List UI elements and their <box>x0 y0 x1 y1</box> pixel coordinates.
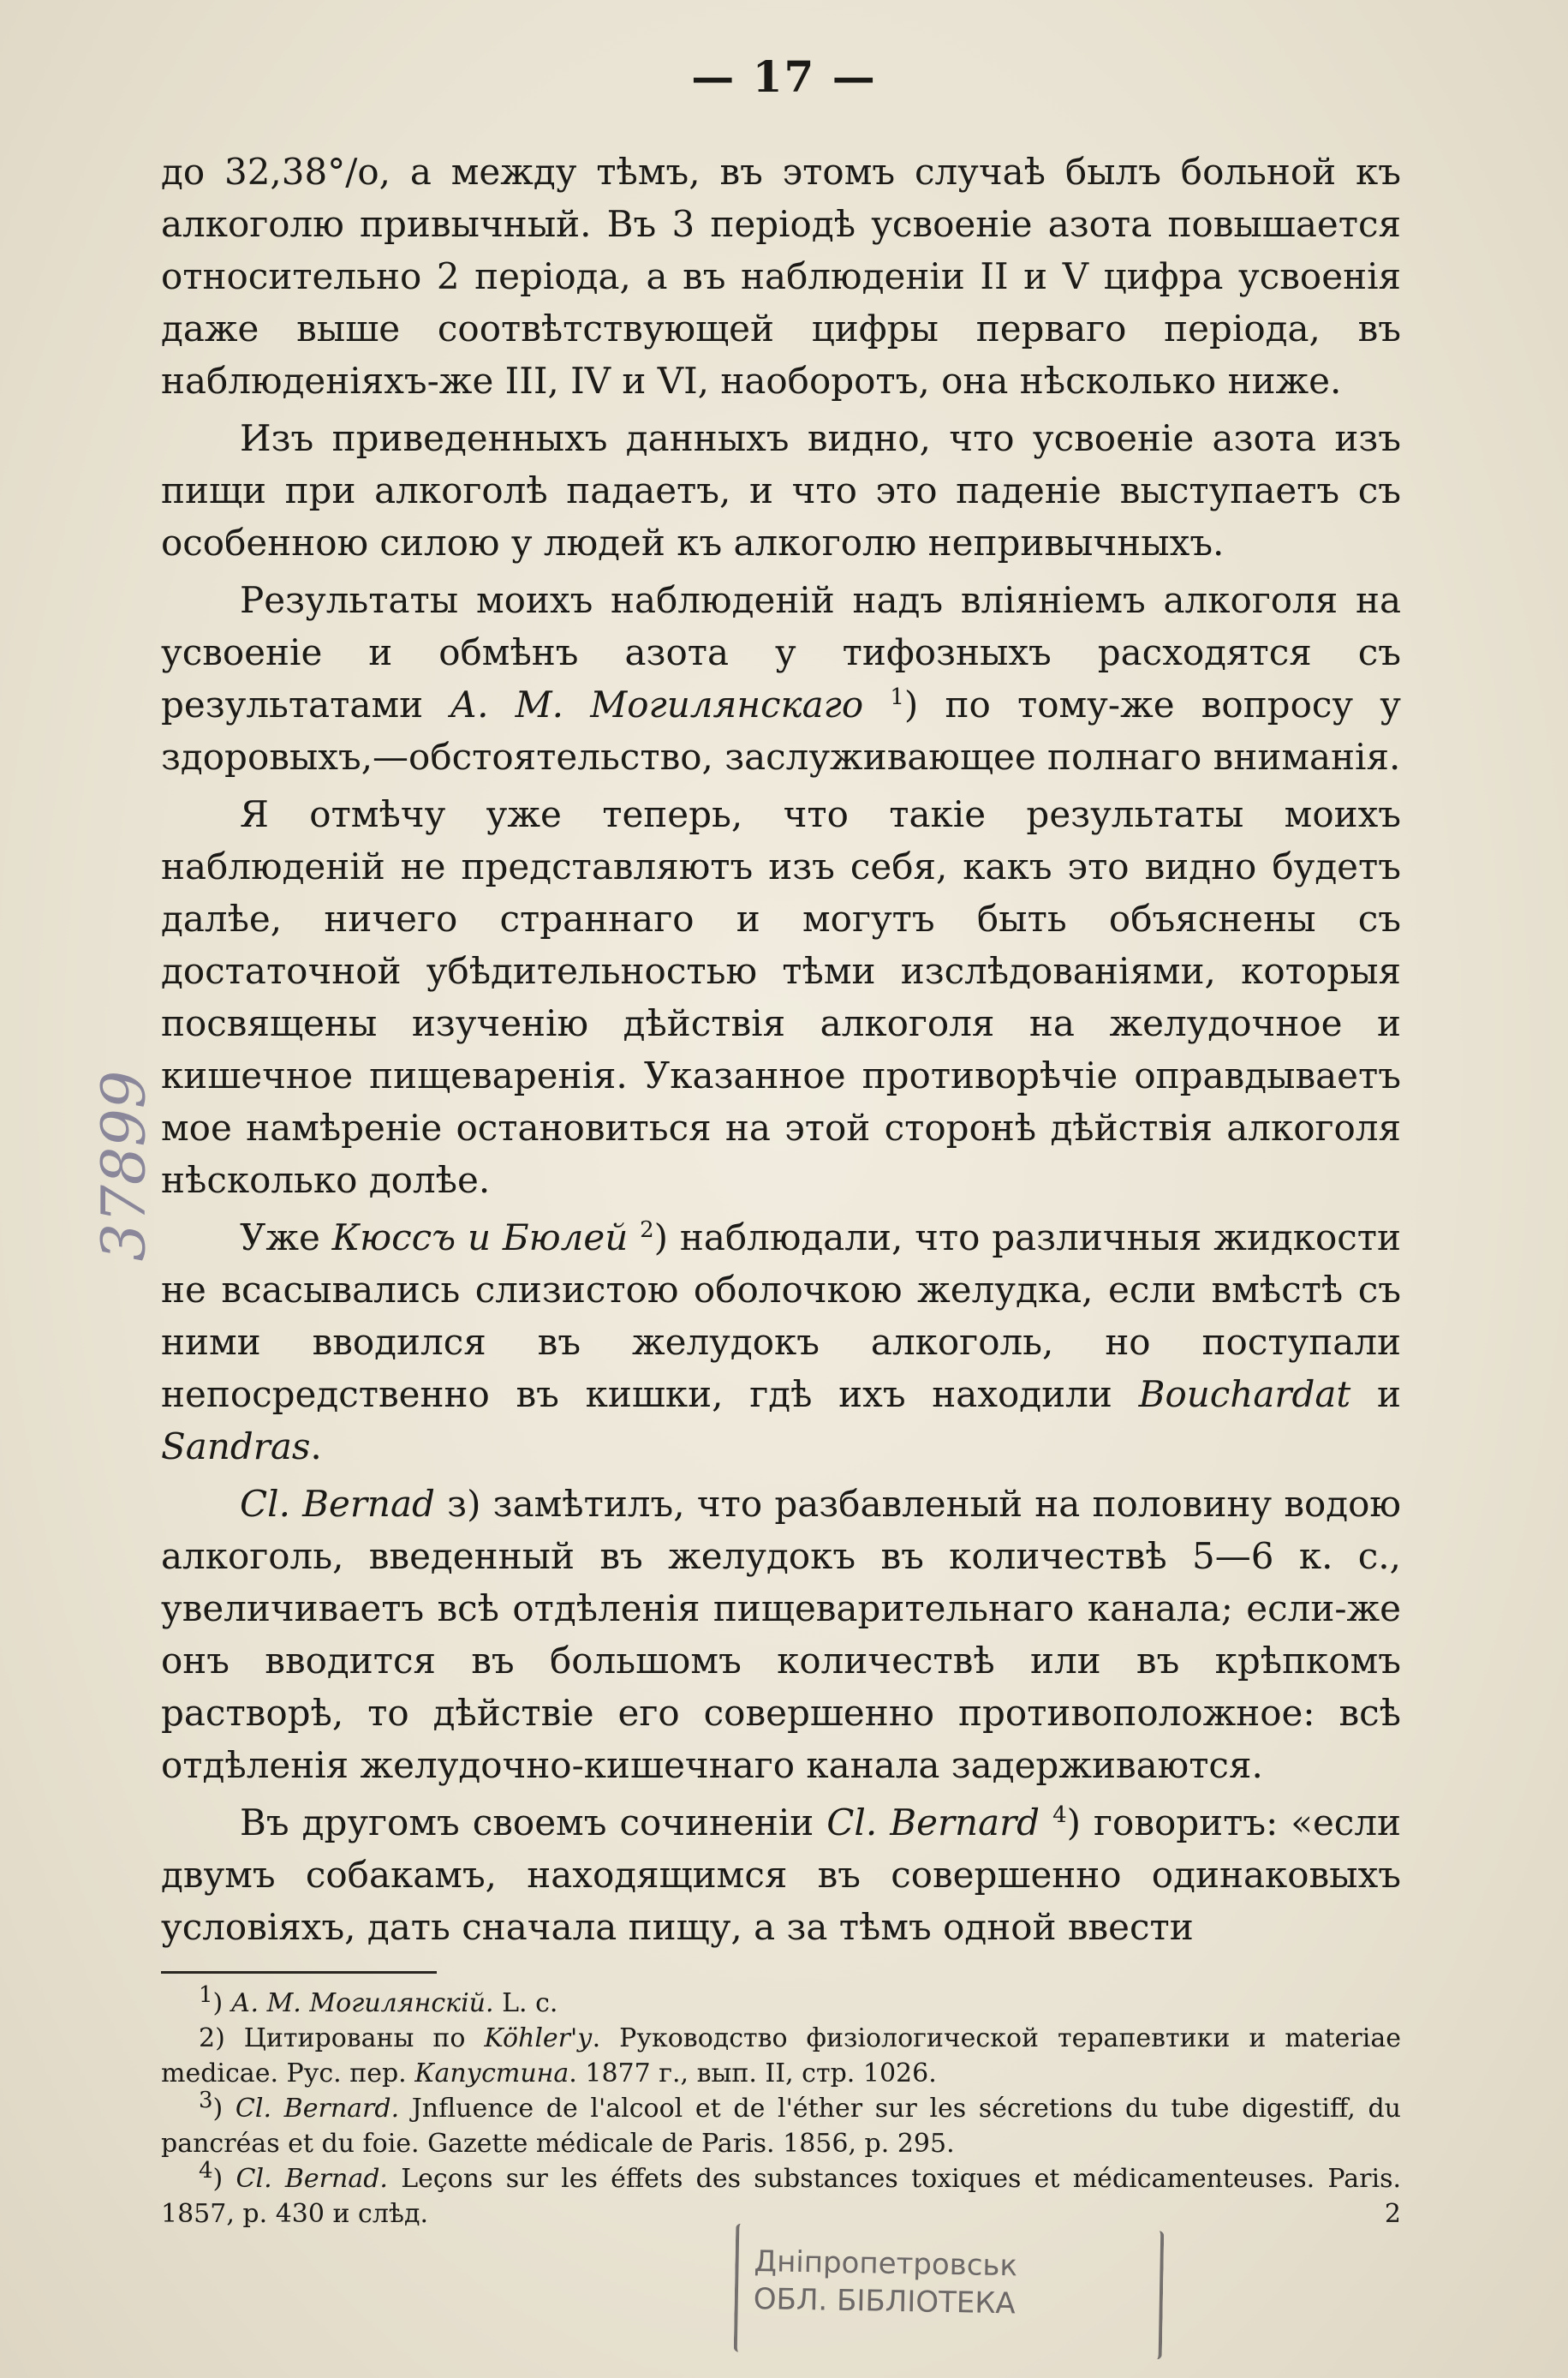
paragraph-2: Изъ приведенныхъ данныхъ видно, что усвоеніе азота изъ пищи при алкоголѣ падаетъ, и что это паденіе выступаетъ съ особенною силою у людей къ алкоголю непривычныхъ. <box>161 417 1401 564</box>
footnote-mark: 2 <box>199 2023 216 2053</box>
citation-author: Cl. Bernad <box>240 1483 435 1525</box>
paragraph-6 <box>161 1478 1401 1791</box>
paragraph-6-text: ) замѣтилъ, что разбавленый на половину водою алкоголь, введенный въ желудокъ въ количествѣ 5—6 к. с., увеличиваетъ всѣ отдѣленія пищеварительнаго канала; если-же онъ вводится въ большомъ количествѣ или въ крѣпкомъ растворѣ, то дѣйствіе его совершенно противоположное: всѣ отдѣленія желудочно-кишечнаго канала задерживаются. <box>161 1483 1402 1786</box>
paragraph-7 <box>161 1796 1401 1953</box>
footnotes <box>161 1982 1402 2232</box>
conjunction: и <box>1350 1373 1402 1415</box>
footnote-text: . Руководство физіологической терапевтики и materiae medicae. Рус. пер. <box>161 2023 1401 2088</box>
citation-name: Sandras <box>161 1425 311 1467</box>
paragraph-7-text-end: ) говоритъ: «если двумъ собакамъ, находящимся въ совершенно одинаковыхъ условіяхъ, дать сначала пищу, а за тѣмъ одной ввести <box>161 1801 1401 1948</box>
body-text <box>161 146 1401 1958</box>
footnote-author: А. М. Могилянскій. <box>230 1988 494 2018</box>
paragraph-5 <box>161 1211 1401 1473</box>
footnote-2 <box>161 2021 1401 2091</box>
paragraph-3-text-end: ) по тому-же вопросу у здоровыхъ,—обстоятельство, заслуживающее полнаго вниманія. <box>161 684 1401 778</box>
footnote-mark: 3 <box>199 2088 213 2113</box>
citation-author: А. М. Могилянскаго <box>450 684 864 726</box>
footnote-3: 3) Cl. Bernard. Jnfluence de l'alcool et de l'éther sur les sécretions du tube digestiff, du pancréas et du foie. Gazette médicale de Paris. 1856, p. 295. <box>161 2088 1401 2159</box>
footnote-ref: 2 <box>640 1217 654 1243</box>
period: . <box>310 1425 322 1467</box>
stamp-line-2: ОБЛ. БІБЛІОТЕКА <box>753 2282 1017 2321</box>
footnote-name: Капустина <box>414 2058 569 2088</box>
footnote-ref: з <box>434 1483 468 1525</box>
citation-name: Bouchardat <box>1138 1373 1351 1415</box>
margin-note-text: 37899 <box>88 1070 159 1262</box>
paragraph-3 <box>161 574 1401 783</box>
paragraph-5-text: Уже <box>240 1216 332 1258</box>
footnote-text: L. c. <box>493 1988 558 2018</box>
signature-mark: 2 <box>1384 2199 1401 2229</box>
handwritten-margin-note <box>24 1028 159 1285</box>
footnote-name: Köhler'у <box>484 2023 593 2053</box>
footnote-ref: 4 <box>1052 1802 1067 1828</box>
footnote-author: Cl. Bernard. <box>235 2094 400 2124</box>
citation-author: Cl. Bernard <box>826 1801 1040 1843</box>
citation-author: Кюссъ и Бюлей <box>331 1216 629 1258</box>
footnote-divider <box>161 1971 437 1974</box>
footnote-text: ) Цитированы по <box>215 2023 485 2053</box>
footnote-1: 1) А. М. Могилянскій. L. c. <box>199 1982 558 2018</box>
paragraph-7-text: Въ другомъ своемъ сочиненіи <box>240 1801 827 1843</box>
footnote-4: 4) Cl. Bernad. Leçons sur les éffets des substances toxiques et médicamenteuses. Paris. 1857, p. 430 и слѣд. 2 <box>161 2161 1401 2232</box>
paragraph-1: до 32,38°/о, а между тѣмъ, въ этомъ случаѣ былъ больной къ алкоголю привычный. Въ 3 періодѣ усвоеніе азота повышается относительно 2 періода, а въ наблюденіи II и V цифра усвоенія даже выше соотвѣтствующей цифры перваго періода, въ наблюденіяхъ-же III, IV и VI, наоборотъ, она нѣсколько ниже. <box>161 151 1401 402</box>
footnote-author: Cl. Bernad. <box>235 2164 388 2194</box>
footnote-mark: 4 <box>199 2158 213 2184</box>
footnote-text: . 1877 г., вып. II, стр. 1026. <box>569 2058 937 2088</box>
paragraph-4: Я отмѣчу уже теперь, что такіе результаты моихъ наблюденій не представляютъ изъ себя, какъ это видно будетъ далѣе, ничего страннаго и могутъ быть объяснены съ достаточной убѣдительностью тѣми изслѣдованіями, которыя посвящены изученію дѣйствія алкоголя на желудочное и кишечное пищеваренія. Указанное противорѣчіе оправдываетъ мое намѣреніе остановиться на этой сторонѣ дѣйствія алкоголя нѣсколько долѣе. <box>161 793 1401 1201</box>
footnote-text: Jnfluence de l'alcool et de l'éther sur les sécretions du tube digestiff, du pancréas et du foie. Gazette médicale de Paris. 1856, p. 295. <box>161 2094 1401 2159</box>
footnote-ref: 1 <box>890 684 904 710</box>
footnote-text: Leçons sur les éffets des substances toxiques et médicamenteuses. Paris. 1857, p. 430 и слѣд. <box>161 2164 1402 2229</box>
stamp-line-1: Дніпропетровськ <box>754 2244 1018 2284</box>
paragraph-5-text-mid: ) наблюдали, что различныя жидкости не всасывались слизистою оболочкою желудка, если вмѣстѣ съ ними вводился въ желудокъ алкоголь, но поступали непосредственно въ кишки, гдѣ ихъ находили <box>161 1216 1401 1415</box>
page-number: — 17 — <box>691 51 877 102</box>
library-stamp <box>734 2224 1165 2360</box>
footnote-mark: 1 <box>199 1982 213 2008</box>
paragraph-3-text: Результаты моихъ наблюденій надъ вліяніемъ алкоголя на усвоеніе и обмѣнъ азота у тифозныхъ расходятся съ результатами <box>161 579 1401 726</box>
